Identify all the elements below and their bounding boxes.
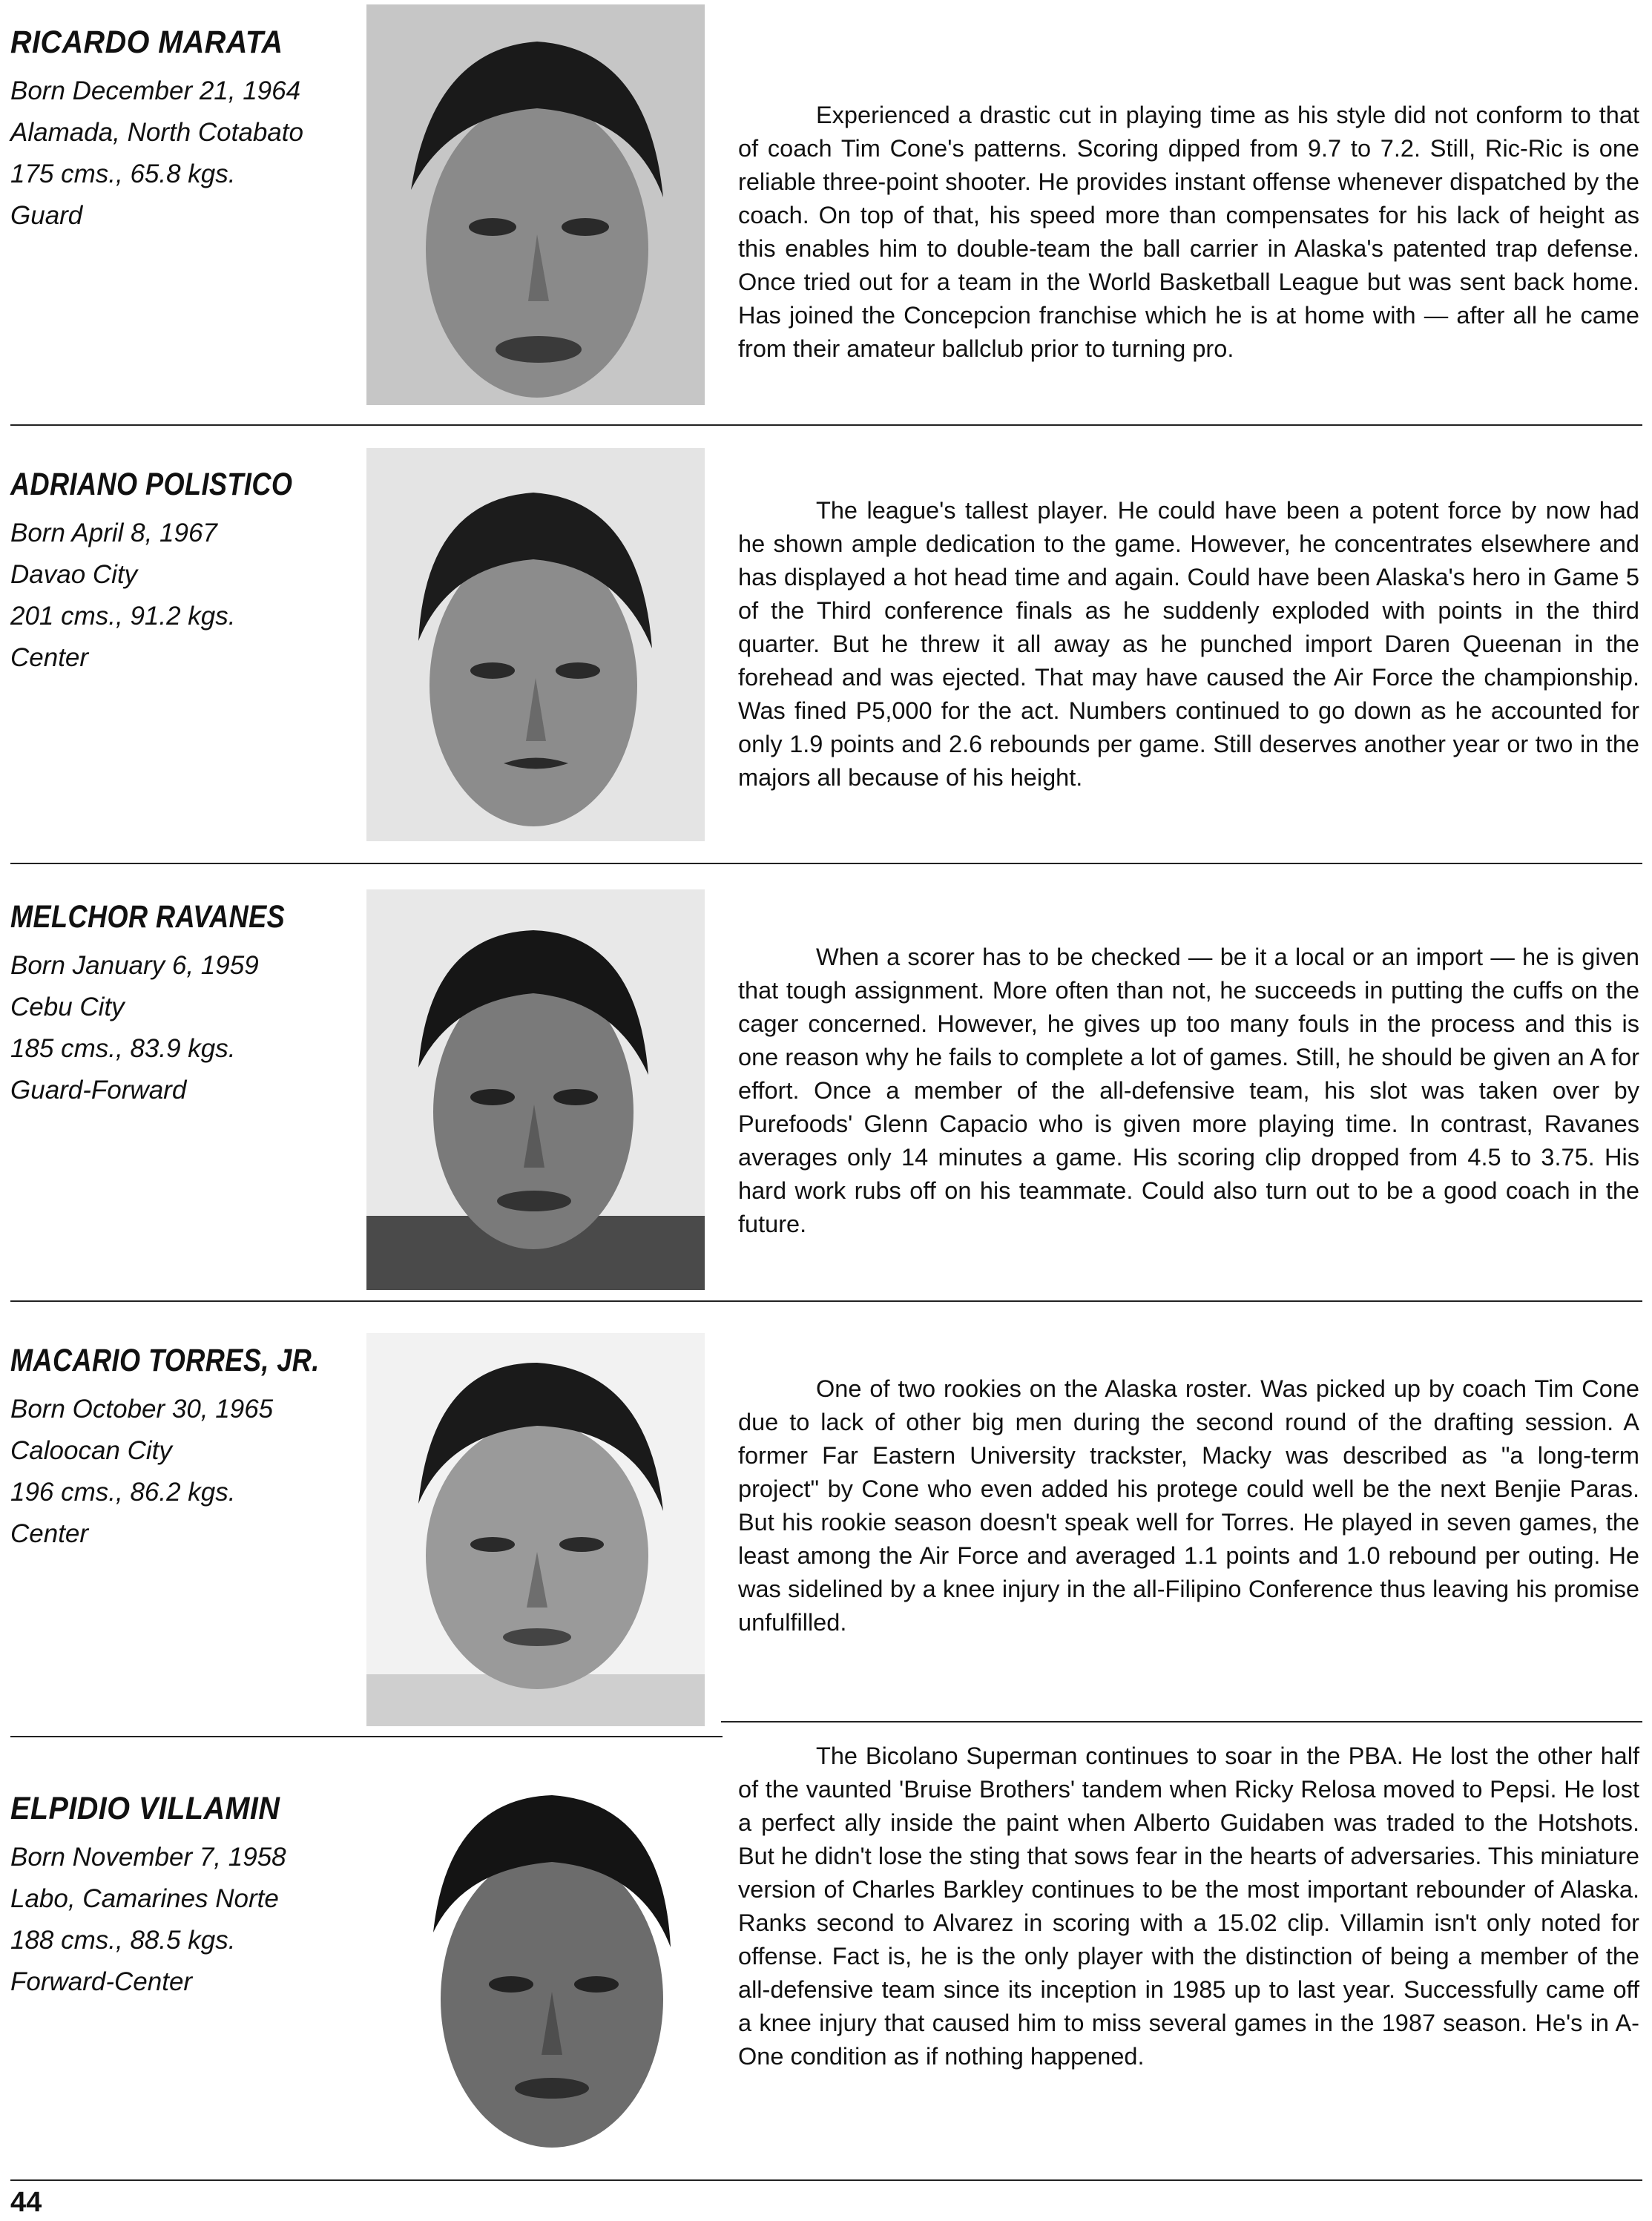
player-info [10, 900, 359, 1111]
player-info [10, 25, 359, 237]
section-divider [10, 1300, 1642, 1302]
player-name: MACARIO TORRES, JR. [10, 1343, 320, 1378]
portrait-image [366, 889, 705, 1290]
player-birthdate: Born October 30, 1965 [10, 1395, 274, 1424]
player-measurements: 175 cms., 65.8 kgs. [10, 159, 236, 189]
section-divider [721, 1721, 1642, 1722]
player-birthdate: Born November 7, 1958 [10, 1843, 286, 1872]
player-photo [366, 4, 705, 405]
section-divider [10, 424, 1642, 426]
player-birthplace: Cebu City [10, 993, 125, 1022]
player-birthplace: Labo, Camarines Norte [10, 1884, 279, 1914]
page-number: 44 [10, 2187, 42, 2218]
player-photo [366, 448, 705, 841]
player-birthplace: Alamada, North Cotabato [10, 118, 303, 148]
player-photo [366, 1747, 705, 2162]
player-name: ADRIANO POLISTICO [10, 467, 293, 502]
player-position: Guard-Forward [10, 1076, 187, 1105]
player-bio: The league's tallest player. He could have been a potent force by now had he shown ample dedication to the game. However, he concentrates elsewhere and has displayed a hot head time and again. Could have been Alaska's hero in Game 5 of the Third conference finals as he suddenly exploded with points in the third quarter. But he threw it all away as he punched import Daren Queenan in the forehead and was ejected. That may have caused the Air Force the championship. Was fined P5,000 for the act. Numbers continued to go down as he accounted for only 1.9 points and 2.6 rebounds per game. Still deserves another year or two in the majors all because of his height. [738, 497, 1639, 791]
player-birthplace: Caloocan City [10, 1436, 172, 1466]
player-entry-marata [0, 0, 1652, 424]
player-birthdate: Born April 8, 1967 [10, 519, 217, 548]
player-entry-polistico [0, 430, 1652, 853]
player-birthplace: Davao City [10, 560, 138, 590]
player-measurements: 196 cms., 86.2 kgs. [10, 1478, 236, 1507]
player-measurements: 188 cms., 88.5 kgs. [10, 1926, 236, 1955]
portrait-image [366, 448, 705, 841]
player-bio: When a scorer has to be checked — be it a local or an import — he is given that tough assignment. More often than not, he succeeds in putting the cuffs on the cager concerned. However, he gives up too many fouls in the process and this is one reason why he fails to complete a lot of games. Still, he should be given an A for effort. Once a member of the all-defensive team, his slot was taken over by Purefoods' Glenn Capacio who is given more playing time. In contrast, Ravanes averages only 14 minutes a game. His scoring clip dropped from 4.5 to 3.75. His hard work rubs off on his teammate. Could also turn out to be a good coach in the future. [738, 944, 1639, 1237]
portrait-image [366, 1333, 705, 1726]
player-photo [366, 889, 705, 1290]
player-birthdate: Born January 6, 1959 [10, 951, 259, 981]
section-divider [10, 1736, 723, 1737]
player-measurements: 201 cms., 91.2 kgs. [10, 602, 236, 631]
player-bio: The Bicolano Superman continues to soar in the PBA. He lost the other half of the vaunted 'Bruise Brothers' tandem when Ricky Relosa moved to Pepsi. He lost a perfect ally inside the paint when Alberto Guidaben was traded to the Hotshots. But he didn't lose the sting that sows fear in the hearts of adversaries. This miniature version of Charles Barkley continues to be the most important rebounder of Alaska. Ranks second to Alvarez in scoring with a 15.02 clip. Villamin isn't only noted for offense. Fact is, he is the only player with the distinction of being a member of the all-defensive team since its inception in 1985 up to last year. Successfully came off a knee injury that caused him to miss several games in the 1987 season. He's in A-One condition as if nothing happened. [738, 1743, 1639, 2070]
player-info [10, 1791, 359, 2003]
player-position: Forward-Center [10, 1967, 193, 1997]
player-name: MELCHOR RAVANES [10, 899, 286, 935]
portrait-image [366, 4, 705, 405]
section-divider [10, 2179, 1642, 2181]
player-birthdate: Born December 21, 1964 [10, 76, 301, 106]
player-name: ELPIDIO VILLAMIN [10, 1791, 280, 1826]
section-divider [10, 863, 1642, 864]
player-name: RICARDO MARATA [10, 24, 283, 60]
player-position: Center [10, 643, 89, 673]
player-position: Center [10, 1519, 89, 1549]
player-bio: One of two rookies on the Alaska roster. Was picked up by coach Tim Cone due to lack of other big men during the second round of the drafting session. A former Far Eastern University trackster, Macky was described as "a long-term project" by Cone who even added his protege could well be the next Benjie Paras. But his rookie season doesn't speak well for Torres. He played in seven games, the least among the Air Force and averaged 1.1 points and 1.0 rebound per outing. He was sidelined by a knee injury in the all-Filipino Conference thus leaving his promise unfulfilled. [738, 1375, 1639, 1636]
player-info [10, 467, 359, 679]
portrait-image [366, 1747, 705, 2162]
player-entry-ravanes [0, 870, 1652, 1300]
player-bio: Experienced a drastic cut in playing time as his style did not conform to that of coach Tim Cone's patterns. Scoring dipped from 9.7 to 7.2. Still, Ric-Ric is one reliable three-point shooter. He provides instant offense whenever dispatched by the coach. On top of that, his speed more than compensates for his lack of height as this enables him to double-team the ball carrier in Alaska's patented trap defense. Once tried out for a team in the World Basketball League but was sent back home. Has joined the Concepcion franchise which he is at home with — after all he came from their amateur ballclub prior to turning pro. [738, 102, 1639, 362]
player-info [10, 1343, 359, 1555]
player-entry-torres [0, 1309, 1652, 1740]
player-measurements: 185 cms., 83.9 kgs. [10, 1034, 236, 1064]
player-photo [366, 1333, 705, 1726]
player-position: Guard [10, 201, 83, 231]
player-entry-villamin [0, 1740, 1652, 2185]
